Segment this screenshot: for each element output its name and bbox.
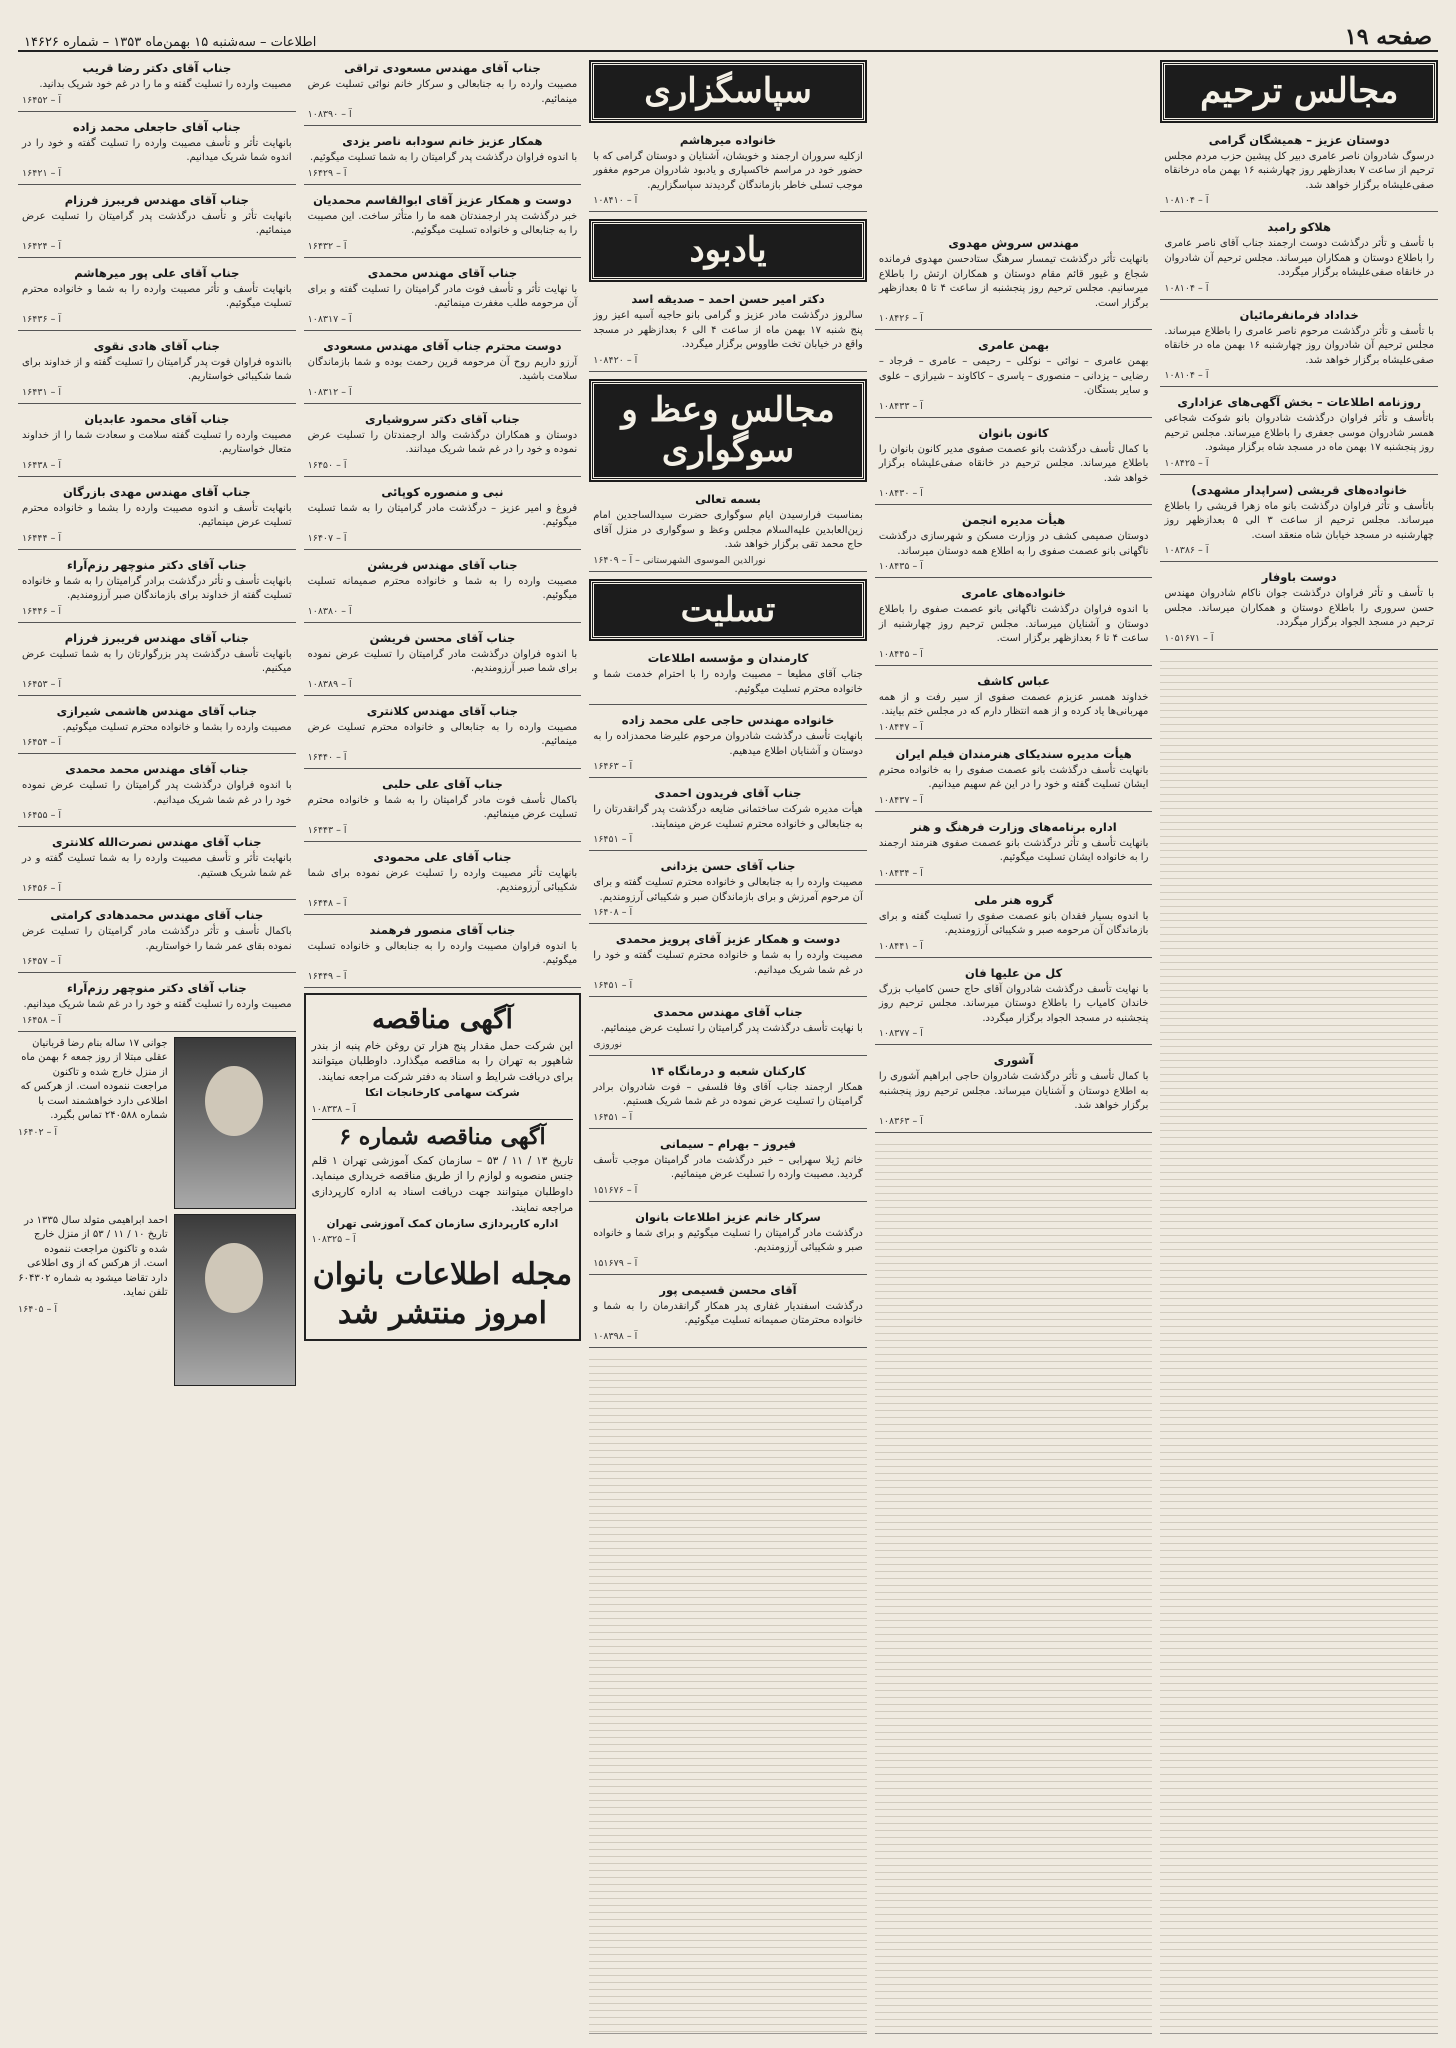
notice-text: سالروز درگذشت مادر عزیز و گرامی بانو حاجیه آسیه اعیز روز پنج شنبه ۱۷ بهمن ماه از ساعت ۴ الی ۶ بعدازظهر در مسجد واقع در خیابان تخت طاووس برگزار میگردد. <box>593 310 863 351</box>
notice <box>875 1050 1153 1133</box>
notice <box>1160 305 1438 388</box>
notice-title: جناب آقای هادی نقوی <box>93 338 220 353</box>
notice-title: هلاکو رامبد <box>1267 220 1332 235</box>
notice-title: هیأت مدیره انجمن <box>962 513 1066 527</box>
notice <box>18 628 296 696</box>
notice-title: آقای محسن قسیمی پور <box>659 1282 797 1297</box>
missing-person-2 <box>18 1214 296 1386</box>
notice-code: آ – ۱۶۴۵۲ <box>22 94 61 106</box>
notice-title: خانواده‌های قریشی (سراپدار مشهدی) <box>1191 482 1408 497</box>
notice-text: با کمال تأسف و تأثر درگذشت شادروان حاجی ابراهیم آشوری را به اطلاع دوستان و آشنایان میرساند. مجلس ترحیم روز پنجشنبه برگزار خواهد شد. <box>878 1071 1149 1111</box>
banner-majales-tarhim: مجالس ترحیم <box>1162 62 1436 121</box>
notice <box>1160 392 1438 475</box>
notice-text: مصیبت وارده را تسلیت گفته و خود را در غم شما شریک میدانیم. <box>23 999 292 1010</box>
notice-text: مصیبت وارده را تسلیت گفته سلامت و سعادت شما را از خداوند متعال خواستاریم. <box>22 429 292 455</box>
notice-code: آ – ۱۶۴۰۷ <box>307 532 347 544</box>
notice <box>18 336 296 404</box>
notice-code: آ – ۱۶۴۴۴ <box>22 532 61 544</box>
notice-title: همکار عزیز خانم سودابه ناصر یزدی <box>342 134 543 148</box>
notice-text: بانهایت تأسف درگذشت بانو عصمت صفوی را به خانواده محترم ایشان تسلیت گفته و خود را در این غم سهیم میدانیم. <box>878 764 1149 790</box>
notice-text: بهمن عامری – نوائی – نوکلی – رحیمی – عامری – فرجاد – رضایی – یزدانی – منصوری – یاسری – کاکاوند – شیرازی – علوی و سایر بستگان. <box>878 356 1149 396</box>
notice-text: ازکلیه سروران ارجمند و خویشان، آشنایان و دوستان گرامی که با حضور خود در مراسم خاکسپاری و یادبود شادروان مرحوم مغفور موجب تسلی خاطر بازماندگان گردیدند سپاسگزاریم. <box>593 150 863 191</box>
notice <box>304 131 582 185</box>
tender-text: این شرکت حمل مقدار پنج هزار تن روغن خام پنبه از بندر شاهپور به تهران را به مناقصه میگذارد. داوطلبان میتوانند برای دریافت شرایط و اسناد به دفتر شرکت مراجعه نمایند. <box>311 1039 574 1083</box>
notice <box>18 190 296 258</box>
notice <box>875 817 1153 885</box>
notice-title: خانواده‌های عامری <box>961 586 1066 600</box>
notice <box>875 744 1153 812</box>
column-filler <box>589 1353 867 2034</box>
notice <box>18 978 296 1032</box>
notice-code: آ – ۱۶۴۴۹ <box>307 970 347 982</box>
notice-title: دکتر امیر حسن احمد – صدیقه اسد <box>631 292 825 307</box>
magazine-announcement: مجله اطلاعات بانوان امروز منتشر شد <box>312 1257 573 1332</box>
notice-title: جناب آقای مهندس فریبرز فرزام <box>64 192 249 207</box>
notice <box>1160 130 1438 213</box>
tender6-title: آگهی مناقصه شماره ۶ <box>312 1119 574 1150</box>
tender-code: آ – ۱۰۸۳۳۸ <box>311 1103 356 1115</box>
notice-title: روزنامه اطلاعات – بخش آگهی‌های عزاداری <box>1177 395 1422 410</box>
notice <box>304 847 582 915</box>
notice-title: جناب آقای مهندس فریشن <box>367 557 518 572</box>
column-filler <box>1160 655 1438 2034</box>
notice <box>304 628 582 696</box>
notice-text: بانهایت تأسف و تأثر درگذشت برادر گرامیتان را به شما و خانواده تسلیت گفته از خداوند برای بازماندگان صبر آرزومندیم. <box>22 575 292 601</box>
notice-title: اداره برنامه‌های وزارت فرهنگ و هنر <box>910 819 1117 834</box>
notice-code: آ – ۱۰۸۴۳۳ <box>878 400 923 412</box>
notice-code: آ – ۱۶۴۶۳ <box>593 761 633 773</box>
notice-code: آ – ۱۰۸۴۱۰ <box>593 195 638 207</box>
banner-vaz: مجالس وعظ و سوگواری <box>591 381 865 481</box>
notice <box>18 409 296 477</box>
notice-text: با اندوه فراوان درگذشت پدر گرامیتان را به شما تسلیت میگوئیم. <box>309 152 578 163</box>
notice-code: آ – ۱۶۴۵۱ <box>593 1111 633 1123</box>
notice <box>304 190 582 258</box>
notice <box>875 233 1153 330</box>
notice <box>1160 480 1438 563</box>
notice <box>304 58 582 126</box>
notice-text: جناب آقای مطیعا – مصیبت وارده را با احترام خدمت شما و خانواده محترم تسلیت میگوئیم. <box>593 669 863 695</box>
notice-title: جناب آقای دکتر رضا قریب <box>82 61 232 75</box>
notice-text: با نهایت تأسف درگذشت پدر گرامیتان را تسلیت عرض مینمائیم. <box>600 1023 863 1035</box>
notice <box>589 130 867 213</box>
notice-title: بسمه تعالی <box>695 492 761 507</box>
notice-title: خداداد فرمانفرمائیان <box>1239 307 1359 322</box>
notice <box>18 117 296 185</box>
notice <box>589 289 867 372</box>
notice-code: آ – ۱۰۸۳۱۲ <box>307 386 352 398</box>
notice-code: آ – ۱۶۴۴۶ <box>22 605 61 617</box>
notice-title: جناب آقای مهندس هاشمی شیرازی <box>56 703 257 718</box>
notice-title: خانواده میرهاشم <box>679 132 777 147</box>
notice <box>304 555 582 623</box>
notice <box>304 774 582 842</box>
notice-code: آ – ۱۰۸۴۲۰ <box>593 354 638 366</box>
notice-title: جناب آقای مهندس فریبرز فرزام <box>64 630 249 645</box>
notice <box>18 58 296 112</box>
notice <box>875 423 1153 506</box>
notice-title: جناب آقای فریدون احمدی <box>654 786 802 801</box>
notice-code: آ – ۱۰۸۳۷۷ <box>878 1028 923 1039</box>
notice-title: گروه هنر ملی <box>974 892 1054 907</box>
notice-title: آشوری <box>993 1053 1034 1067</box>
notice-title: جناب آقای مهندس نصرت‌الله کلانتری <box>52 835 262 849</box>
notice-title: عباس کاشف <box>977 673 1050 688</box>
column-1 <box>1160 58 1438 2034</box>
notice-code: آ – ۱۵۱۶۷۶ <box>593 1184 638 1196</box>
notice-code: آ – ۱۰۸۴۴۱ <box>878 940 923 952</box>
notice-code: آ – ۱۵۱۶۷۹ <box>593 1257 638 1269</box>
notice-text: با کمال تأسف درگذشت بانو عصمت صفوی مدیر کانون بانوان را باطلاع میرساند. مجلس ترحیم در خانقاه صفی‌علیشاه برگزار خواهد شد. <box>878 443 1149 484</box>
notice <box>1160 567 1438 650</box>
tender6-text: تاریخ ۱۳ / ۱۱ / ۵۳ – سازمان کمک آموزشی تهران ۱ قلم جنس منصوبه و لوازم را از طریق مناقصه خریداری مینماید. داوطلبان میتوانند جهت دریافت اسناد به اداره کارپردازی مراجعه نمایند. <box>311 1154 574 1214</box>
issue-info: اطلاعات – سه‌شنبه ۱۵ بهمن‌ماه ۱۳۵۳ – شماره ۱۴۶۲۶ <box>24 35 317 50</box>
notice-title: دوست باوفار <box>1261 570 1337 585</box>
notice-code: آ – ۱۶۴۲۱ <box>22 167 61 179</box>
portrait-photo <box>174 1214 296 1386</box>
notice-code: آ – ۱۶۴۵۸ <box>22 1014 61 1026</box>
notice-code: آ – ۱۶۴۵۵ <box>22 810 61 821</box>
notice-text: با نهایت تأثر و تأسف فوت مادر گرامیتان را تسلیت گفته و برای آن مرحومه طلب مغفرت مینمائیم. <box>307 283 578 309</box>
notice-code: آ – ۱۰۸۴۳۴ <box>878 867 923 879</box>
notice-code: آ – ۱۶۴۵۳ <box>22 678 61 690</box>
notice-title: جناب آقای محمود عابدیان <box>84 411 230 426</box>
notice-text: با اندوه فراوان مصیبت وارده را به جنابعالی و خانواده تسلیت میگوئیم. <box>307 940 578 966</box>
notice-title: جناب آقای مهندس محمد محمدی <box>65 762 249 776</box>
notice <box>304 482 582 550</box>
notice-text: مصیبت وارده را به شما و خانواده محترم تسلیت گفته و خود را در غم شما شریک میدانیم. <box>593 950 863 976</box>
notice-code: آ – ۱۰۸۴۲۵ <box>1164 457 1209 469</box>
notice <box>589 783 867 851</box>
notice-title: نبی و منصوره کوپائی <box>381 484 504 499</box>
notice-code: آ – ۱۶۴۳۶ <box>22 313 61 325</box>
notice-title: جناب آقای حاجعلی محمد زاده <box>72 119 241 134</box>
notice-text: بانهایت تأثر درگذشت تیمسار سرهنگ ستادحسن مهدوی فرمانده شجاع و غیور قائم مقام دوستان و همکاران ارتش را باطلاع میرسانیم. مجلس ترحیم روز پنجشنبه از ساعت ۴ تا ۵ بعدازظهر برگزار است. <box>878 254 1149 309</box>
notice-text: هیأت مدیره شرکت ساختمانی ضایعه درگذشت پدر گرانقدرتان را به جنابعالی و خانواده محترم تسلیت عرض مینمایند. <box>593 804 863 830</box>
notice-text: مصیبت وارده را به جنابعالی و خانواده محترم تسلیت عرض مینمائیم. <box>307 721 578 747</box>
notice <box>589 1280 867 1348</box>
notice <box>18 555 296 623</box>
notice-text: مصیبت وارده را به شما و خانواده محترم صمیمانه تسلیت میگوئیم. <box>307 575 578 601</box>
notice-text: با اندوه فراوان درگذشت پدر گرامیتان را تسلیت عرض نموده خود را در غم شما شریک میدانیم. <box>22 780 292 806</box>
notice-text: بانهایت تأسف و تأثر مصیبت وارده را به شما و خانواده محترم تسلیت میگوئیم. <box>22 283 292 309</box>
notice-text: بااندوه فراوان فوت پدر گرامیتان را تسلیت گفته و از خداوند برای شما شکیبائی خواستاریم. <box>22 356 292 382</box>
notice <box>304 701 582 769</box>
notice-title: جناب آقای مهندس مهدی بازرگان <box>62 484 251 499</box>
notice-code: آ – ۱۰۸۱۰۴ <box>1164 195 1209 207</box>
notice-code: آ – ۱۶۴۵۷ <box>22 956 61 967</box>
notice-code: نوروزی <box>593 1038 622 1050</box>
notice-text: بانهایت تأثر و تأسف درگذشت پدر گرامیتان را تسلیت عرض مینمائیم. <box>22 210 292 236</box>
photo-caption: جوانی ۱۷ ساله بنام رضا قربانیان عقلی مبتلا از روز جمعه ۶ بهمن ماه از منزل خارج شده و تاکنون مراجعت ننموده است. از هرکس که اطلاعی دارد خواهشمند است با شماره ۲۴۰۵۸۸ تماس بگیرد. <box>20 1037 168 1121</box>
notice <box>589 1002 867 1056</box>
notice-title: هیأت مدیره سندیکای هنرمندان فیلم ایران <box>895 746 1132 761</box>
banner-yadbood: یادبود <box>591 221 865 280</box>
notice-title: دوست و همکار عزیز آقای ابوالقاسم محمدیان <box>313 192 572 207</box>
notice <box>18 482 296 550</box>
notice-text: با اندوه فراوان درگذشت مادر گرامیتان را تسلیت عرض نموده برای شما صبر آرزومندیم. <box>307 648 578 674</box>
notice-code: آ – ۱۰۸۳۹۰ <box>307 109 352 120</box>
notice-title: جناب آقای علی پور میرهاشم <box>74 265 240 280</box>
notice-code: آ – ۱۰۸۱۰۴ <box>1164 370 1209 382</box>
notice-text: با اندوه فراوان درگذشت ناگهانی بانو عصمت صفوی را باطلاع دوستان و آشنایان میرساند. مجلس ترحیم روز چهارشنبه از ساعت ۴ تا ۶ بعدازظهر برگزار است. <box>878 604 1149 644</box>
missing-person-1 <box>18 1037 296 1209</box>
notice <box>1160 217 1438 300</box>
notice-title: کارکنان شعبه و درمانگاه ۱۴ <box>650 1063 806 1078</box>
photo-caption: احمد ابراهیمی متولد سال ۱۳۳۵ در تاریخ ۱۰ / ۱۱ / ۵۳ از منزل خارج شده و تاکنون مراجعت ننموده است. از هرکس که از وی اطلاعی دارد تقاضا میشود به شماره ۶۰۴۳۰۲ تلفن نماید. <box>18 1214 168 1298</box>
notice <box>875 510 1153 578</box>
column-filler <box>875 1138 1153 2035</box>
notice-code: آ – ۱۰۸۳۶۳ <box>878 1115 923 1127</box>
notice-text: بانهایت تأسف درگذشت پدر بزرگوارتان را به شما تسلیت عرض میکنیم. <box>22 648 292 674</box>
notice-title: جناب آقای مهندس محمدی <box>367 265 518 280</box>
notice-text: خداوند همسر عزیزم عصمت صفوی از سیر رفت و از همه مهربانی‌ها یاد کرده و از همه انتظار دارم که در مجلس ختم بیایند. <box>878 691 1149 717</box>
notice-text: همکار ارجمند جناب آقای وفا فلسفی – فوت شادروان برادر گرامیتان را تسلیت عرض نموده در غم شما شریک هستیم. <box>593 1081 863 1108</box>
column-5 <box>18 58 296 2034</box>
notice-code: آ – ۱۰۸۳۸۰ <box>307 605 352 617</box>
notice-title: خانواده مهندس حاجی علی محمد زاده <box>621 713 835 728</box>
notice <box>875 583 1153 666</box>
banner-sepasgozari: سپاسگزاری <box>591 62 865 121</box>
notice <box>589 929 867 997</box>
notice-text: مصیبت وارده را بشما و خانواده محترم تسلیت میگوئیم. <box>62 721 292 733</box>
notice-code: آ – ۱۶۴۵۰ <box>307 459 347 471</box>
notice-text: بانهایت تأسف و تأثر درگذشت بانو عصمت صفوی هنرمند ارجمند را به خانواده ایشان تسلیت میگوئیم. <box>878 837 1149 863</box>
notice <box>589 1061 867 1129</box>
notice <box>589 489 867 572</box>
notice <box>875 890 1153 958</box>
notice-title: کل من علیها فان <box>964 965 1063 980</box>
notice <box>589 1207 867 1275</box>
banner-tasliyat: تسلیت <box>591 581 865 640</box>
notice-title: جناب آقای محسن فریشن <box>369 630 516 645</box>
notice-text: دوستان صمیمی کشف در وزارت مسکن و شهرسازی درگذشت ناگهانی بانو عصمت صفوی را به اطلاع همه دوستان میرساند. <box>878 531 1149 557</box>
notice-code: آ – ۱۶۴۵۴ <box>22 737 61 748</box>
notice-text: باتأسف و تأثر فراوان درگذشت بانو ماه زهرا قریشی را باطلاع میرساند. مجلس ترحیم از ساعت ۳ الی ۵ بعدازظهر روز چهارشنبه در مسجد خیابان شاه منعقد است. <box>1164 500 1434 541</box>
notice-text: با تأسف و تأثر درگذشت مرحوم ناصر عامری را باطلاع میرساند. مجلس ترحیم آن شادروان روز چهارشنبه ۱۶ بهمن ماه در خانقاه صفی‌علیشاه برگزار خواهد شد. <box>1164 325 1434 366</box>
notice-code: آ – ۱۰۸۴۲۶ <box>878 313 923 324</box>
newspaper-page <box>18 14 1438 2034</box>
notice <box>18 905 296 973</box>
notice-code: آ – ۱۰۸۳۸۶ <box>1164 545 1209 557</box>
notice-text: بانهایت تأسف درگذشت شادروان مرحوم علیرضا محمدزاده را به دوستان و آشنایان اطلاع میدهیم. <box>593 731 863 757</box>
tender6-sign: اداره کارپردازی سازمان کمک آموزشی تهران <box>326 1217 559 1230</box>
notice-title: جناب آقای مهندس مسعودی تراقی <box>344 61 541 75</box>
notice <box>18 759 296 827</box>
notice <box>589 856 867 924</box>
notice-title: کانون بانوان <box>978 425 1049 440</box>
notice-text: باکمال تأسف و تأثر درگذشت مادر گرامیتان را تسلیت عرض نموده بقای عمر شما را خواستاریم. <box>22 926 292 952</box>
notice-code: آ – ۱۶۴۵۶ <box>22 883 61 894</box>
notice-code: آ – ۱۶۴۲۹ <box>307 167 347 179</box>
notice <box>875 671 1153 739</box>
page-number: صفحه ۱۹ <box>1344 24 1432 50</box>
notice-code: آ – ۱۰۸۴۴۷ <box>878 721 923 733</box>
column-3 <box>589 58 867 2034</box>
notice-code: آ – ۱۰۸۳۱۷ <box>307 313 352 325</box>
notice-code: آ – ۱۶۴۳۲ <box>307 240 347 252</box>
tender-title: آگهی مناقصه <box>371 1004 513 1035</box>
notice-title: مهندس سروش مهدوی <box>948 236 1079 250</box>
notice-title: جناب آقای منصور فرهمند <box>369 922 516 937</box>
column-2-top-spacer <box>875 58 1153 228</box>
notice <box>875 335 1153 418</box>
notice-text: آرزو داریم روح آن مرحومه قرین رحمت بوده و شما بازماندگان سلامت باشید. <box>307 356 578 382</box>
notice-title: جناب آقای مهندس محمدی <box>653 1005 803 1020</box>
notice <box>304 263 582 331</box>
notice-code: آ – ۱۶۴۵۱ <box>593 980 633 992</box>
notice-title: جناب آقای مهندس محمدهادی کرامتی <box>50 908 264 922</box>
masthead <box>18 14 1438 52</box>
notice-text: درگذشت مادر گرامیتان را تسلیت میگوئیم و برای شما و خانواده صبر و شکیبائی آرزومندیم. <box>593 1227 863 1254</box>
notice <box>18 701 296 755</box>
tender-sign: شرکت سهامی کارخانجات اتکا <box>365 1086 520 1099</box>
notice-text: بانهایت تأسف و اندوه مصیبت وارده را بشما و خانواده محترم تسلیت عرض مینمائیم. <box>22 502 292 528</box>
notice-title: فیروز – بهرام – سیمانی <box>659 1136 797 1151</box>
notice-text: با تأسف و تأثر درگذشت دوست ارجمند جناب آقای ناصر عامری را باطلاع دوستان و همکاران میرساند. مجلس ترحیم آن شادروان در خانقاه صفی‌علیشاه برگزار میگردد. <box>1164 238 1434 279</box>
notice-code: آ – ۱۰۸۴۳۷ <box>878 794 923 806</box>
notice-title: جناب آقای مهندس کلانتری <box>366 703 519 718</box>
notice <box>18 832 296 900</box>
notice-text: خانم ژیلا سهرابی – خبر درگذشت مادر گرامیتان موجب تأسف گردید. مصیبت وارده را تسلیت عرض مینمائیم. <box>593 1154 863 1181</box>
notice <box>18 263 296 331</box>
notice-text: بانهایت تأثر و تأسف مصیبت وارده را تسلیت گفته و خود را در اندوه شما شریک میدانیم. <box>22 137 292 163</box>
notice-text: مصیبت وارده را به جنابعالی و خانواده محترم تسلیت گفته و برای آن مرحوم آمرزش و برای بازماندگان صبر و شکیبائی آرزومندیم. <box>593 877 863 903</box>
notice-text: با تأسف و تأثر فراوان درگذشت جوان ناکام شادروان مهندس حسن سروری را باطلاع دوستان و همکاران میرساند. مجلس ترحیم در مسجد الجواد برگزار میگردد. <box>1164 588 1434 629</box>
notice-text: خبر درگذشت پدر ارجمندتان همه ما را متأثر ساخت. این مصیبت را به جنابعالی و خانواده تسلیت میگوئیم. <box>307 210 578 236</box>
notice-code: آ – ۱۶۴۵۱ <box>593 834 633 846</box>
notice-title: دوست محترم جناب آقای مهندس مسعودی <box>323 338 562 353</box>
notice-title: دوستان عزیز – همیشگان گرامی <box>1208 132 1390 147</box>
notice-code: آ – ۱۰۸۴۳۰ <box>878 488 923 499</box>
notice-title: سرکار خانم عزیز اطلاعات بانوان <box>635 1209 821 1224</box>
notice-text: بانهایت تأثر مصیبت وارده را تسلیت عرض نموده برای شما شکیبائی آرزومندیم. <box>307 867 578 893</box>
notice-text: دوستان و همکاران درگذشت والد ارجمندتان را تسلیت عرض نموده و خود را در غم شما شریک میدانند. <box>307 429 578 455</box>
notice <box>304 409 582 477</box>
notice-code: آ – ۱۶۴۰۸ <box>593 907 633 919</box>
notice-code: نورالدین الموسوی الشهرستانی – آ – ۱۶۴۰۹ <box>593 554 766 566</box>
tender6-code: آ – ۱۰۸۳۲۵ <box>311 1234 356 1246</box>
notice-code: آ – ۱۶۴۴۸ <box>307 897 347 909</box>
notice-text: درگذشت اسفندیار غفاری پدر همکار گرانقدرمان را به شما و خانواده محترمتان صمیمانه تسلیت میگوئیم. <box>593 1300 863 1327</box>
notice-text: مصیبت وارده را به جنابعالی و سرکار خانم نوائی تسلیت عرض مینمائیم. <box>307 79 578 105</box>
notice-title: جناب آقای علی حلبی <box>382 776 503 791</box>
notice-code: آ – ۱۰۸۱۰۴ <box>1164 282 1209 294</box>
notice-code: آ – ۱۰۸۴۳۵ <box>878 561 923 572</box>
notice <box>589 1134 867 1202</box>
notice-text: با نهایت تأسف درگذشت شادروان آقای حاج حسن کامیاب بزرگ خاندان کامیاب را باطلاع دوستان میرساند. مجلس ترحیم روز پنجشنبه در مسجد الجواد برگزار میگردد. <box>878 983 1149 1024</box>
notice-text: بانهایت تأثر و تأسف مصیبت وارده را به شما تسلیت گفته و در غم شما شریک هستیم. <box>22 853 292 879</box>
column-2 <box>875 58 1153 2034</box>
photo-code: آ – ۱۶۴۰۵ <box>18 1303 57 1315</box>
notice-code: آ – ۱۶۴۴۰ <box>307 751 347 763</box>
notice-title: دوست و همکار عزیز آقای پرویز محمدی <box>615 932 841 947</box>
notice-code: آ – ۱۰۵۱۶۷۱ <box>1164 632 1214 644</box>
notice-code: آ – ۱۶۴۳۱ <box>22 386 61 398</box>
notice <box>589 710 867 778</box>
notice-title: جناب آقای دکتر سروشیاری <box>365 411 520 426</box>
notice-title: جناب آقای علی محمودی <box>373 849 512 864</box>
notice-code: آ – ۱۶۴۴۳ <box>307 824 347 836</box>
notice <box>875 963 1153 1046</box>
notice-text: باکمال تأسف فوت مادر گرامیتان را به شما و خانواده محترم تسلیت عرض مینمائیم. <box>307 794 578 820</box>
notice-code: آ – ۱۶۴۲۴ <box>22 240 61 252</box>
notice-text: با اندوه بسیار فقدان بانو عصمت صفوی را تسلیت گفته و برای بازماندگان آن مرحومه صبر و شکیبائی آرزومندیم. <box>878 910 1149 936</box>
notice <box>304 920 582 988</box>
notice-title: جناب آقای حسن یزدانی <box>660 859 796 874</box>
notice-text: بمناسبت فرارسیدن ایام سوگواری حضرت سیدالساجدین امام زین‌العابدین علیه‌السلام مجلس وعظ و سوگواری در منزل آقای حاج محمد تقی برگزار خواهد شد. <box>593 510 863 551</box>
notice-code: آ – ۱۰۸۳۸۹ <box>307 678 352 690</box>
notice-code: آ – ۱۰۸۴۴۵ <box>878 648 923 660</box>
portrait-photo <box>174 1037 296 1209</box>
notice <box>589 648 867 705</box>
columns <box>18 58 1438 2034</box>
notice-title: جناب آقای دکتر منوچهر رزم‌آراء <box>66 557 247 572</box>
notice-title: جناب آقای دکتر منوچهر رزم‌آراء <box>66 981 247 995</box>
notice-text: مصیبت وارده را تسلیت گفته و ما را در غم خود شریک بدانید. <box>39 79 292 90</box>
notice-text: فروغ و امیر عزیز – درگذشت مادر گرامیتان را به شما تسلیت میگوئیم. <box>307 502 578 528</box>
notice-title: کارمندان و مؤسسه اطلاعات <box>647 651 809 666</box>
notice-code: آ – ۱۰۸۳۹۸ <box>593 1330 638 1342</box>
notice-text: درسوگ شادروان ناصر عامری دبیر کل پیشین حزب مردم مجلس ترحیم از ساعت ۷ بعدازظهر روز چهارشنبه ۱۶ بهمن ماه درخانقاه صفی‌علیشاه برگزار خواهد شد. <box>1164 150 1434 191</box>
notice <box>304 336 582 404</box>
photo-code: آ – ۱۶۴۰۲ <box>18 1126 57 1138</box>
column-4 <box>304 58 582 2034</box>
tender-ad <box>304 993 582 1342</box>
notice-code: آ – ۱۶۴۳۸ <box>22 459 61 471</box>
notice-text: باتأسف و تأثر فراوان درگذشت شادروان بانو شوکت شجاعی همسر شادروان موسی جعفری را باطلاع میرساند. مجلس ترحیم روز پنجشنبه ۱۷ بهمن ماه در مسجد شاه برگزار میشود. <box>1164 413 1434 454</box>
notice-title: بهمن عامری <box>978 338 1050 352</box>
